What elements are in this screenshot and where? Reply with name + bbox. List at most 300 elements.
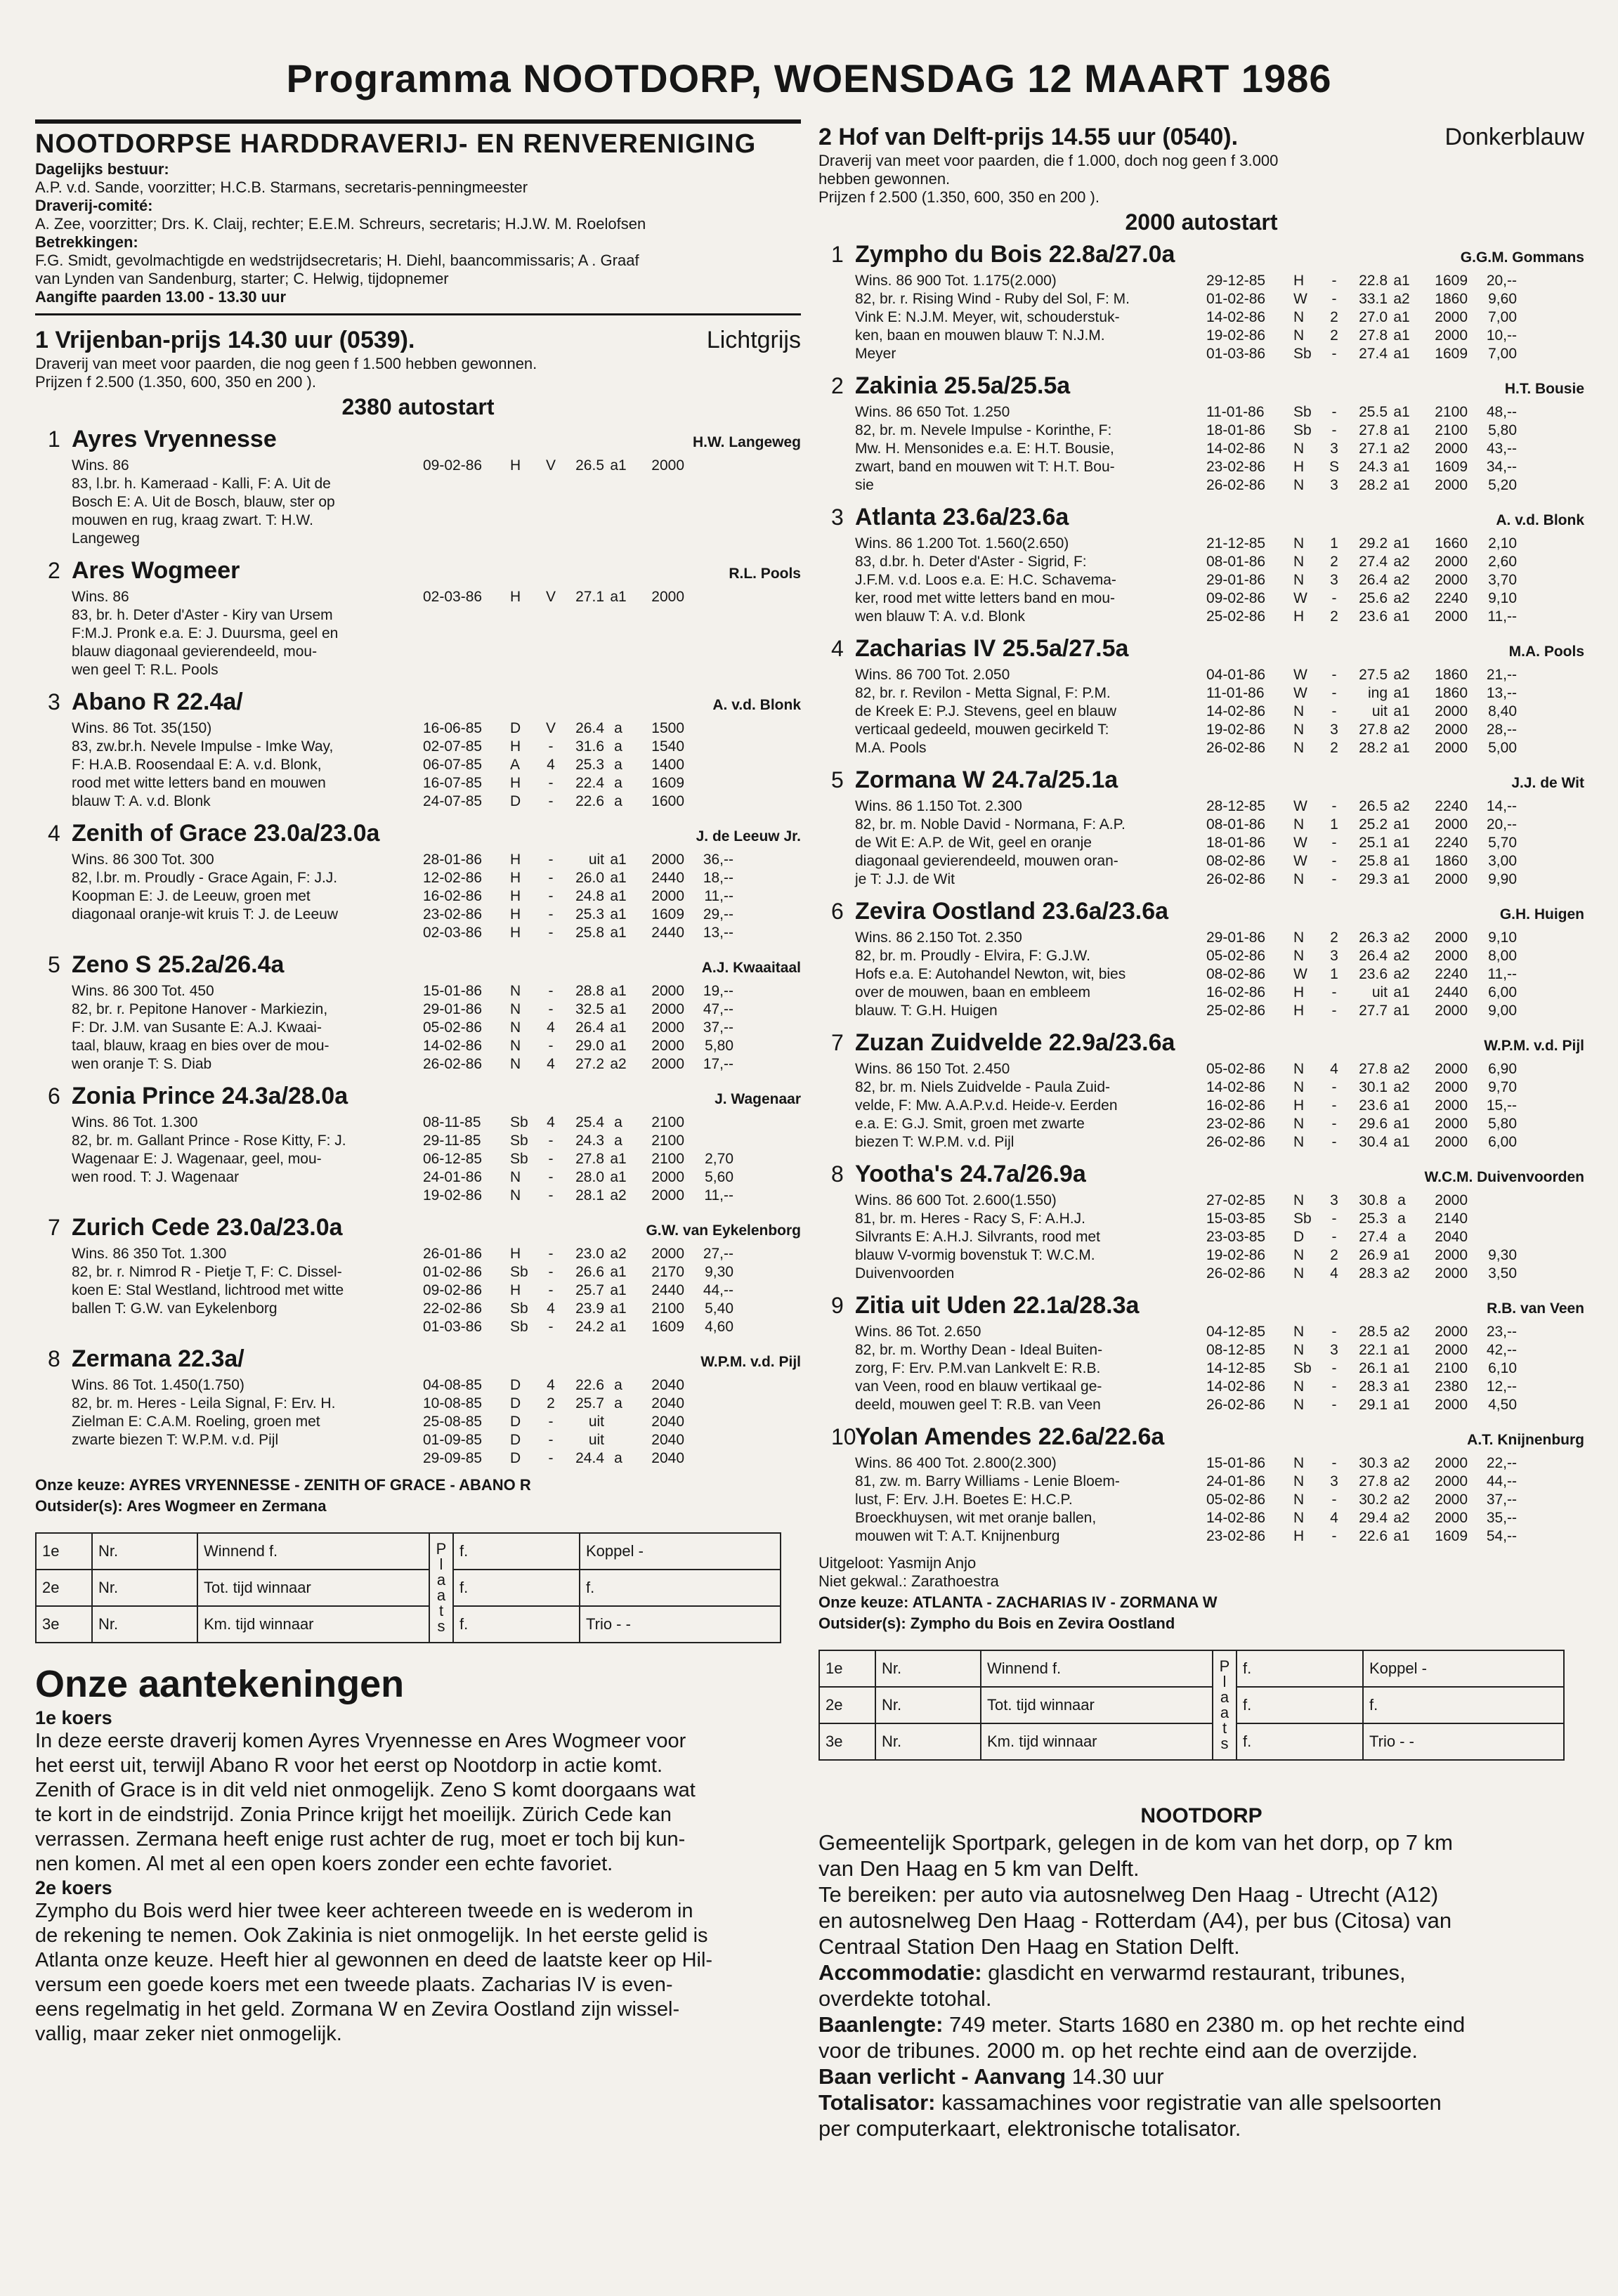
run-distance: 2000 xyxy=(1435,816,1468,833)
run-date: 09-02-86 xyxy=(423,457,483,474)
run-track: H xyxy=(1293,459,1305,475)
horse-header xyxy=(35,556,801,588)
horse-entry xyxy=(818,1160,1584,1283)
horse-entry xyxy=(818,503,1584,626)
run-time: 27.8 xyxy=(575,1151,604,1167)
run-track: W xyxy=(1293,685,1307,701)
run-place: V xyxy=(545,589,556,605)
horse-trainer: W.C.M. Duivenvoorden xyxy=(1424,1169,1584,1185)
track-info-line xyxy=(818,1855,1584,1881)
run-date: 23-02-86 xyxy=(423,906,483,922)
run-class: a2 xyxy=(1393,966,1410,982)
run-place: 2 xyxy=(1330,930,1338,946)
run-class: a xyxy=(614,793,622,809)
horse-description-line: blauw V-vormig bovenstuk T: W.C.M. xyxy=(855,1247,1095,1263)
run-time: 27.5 xyxy=(1359,667,1388,683)
run-date: 18-01-86 xyxy=(1206,422,1266,438)
horse-description-line: Wins. 86 400 Tot. 2.800(2.300) xyxy=(855,1455,1057,1471)
run-odds xyxy=(684,792,733,811)
horse-body xyxy=(818,403,1584,495)
result-nr: Nr. xyxy=(92,1606,197,1643)
run-place: 3 xyxy=(1330,572,1338,588)
notes-line: Zympho du Bois werd hier twee keer achtereen tweede en is wederom in xyxy=(35,1900,693,1922)
run-track: N xyxy=(1293,740,1305,756)
horse-entry xyxy=(818,1029,1584,1152)
run-distance: 2000 xyxy=(1435,740,1468,756)
run-distance: 2000 xyxy=(1435,554,1468,570)
run-time: 25.4 xyxy=(575,1114,604,1130)
horse-body xyxy=(35,588,801,679)
track-info-text: Centraal Station Den Haag en Station Delft. xyxy=(818,1934,1240,1959)
horse-entry xyxy=(35,688,801,811)
horse-header xyxy=(818,240,1584,272)
run-time: 25.2 xyxy=(1359,816,1388,833)
run-odds: 54,-- xyxy=(1486,1528,1517,1544)
result-row xyxy=(1206,947,1517,965)
result-row xyxy=(423,869,733,887)
result-row xyxy=(1206,870,1517,889)
result-row xyxy=(1206,721,1517,739)
horse-results xyxy=(1206,1454,1517,1546)
horse-name: Zevira Oostland 23.6a/23.6a xyxy=(855,898,1169,925)
run-class: a1 xyxy=(1393,1116,1410,1132)
race-1 xyxy=(35,325,801,1515)
result-extra: Trio - - xyxy=(1363,1723,1564,1760)
run-track: H xyxy=(510,925,521,941)
horse-trainer: W.P.M. v.d. Pijl xyxy=(1484,1038,1584,1054)
race-header xyxy=(818,122,1584,152)
horse-description-line: 82, br. m. Heres - Leila Signal, F: Erv. H. xyxy=(72,1395,336,1411)
run-track: N xyxy=(1293,554,1305,570)
run-track: H xyxy=(510,1282,521,1298)
result-f: f. xyxy=(1237,1723,1363,1760)
result-row xyxy=(423,1376,733,1395)
horse-results xyxy=(423,588,733,679)
horse-description-line: Wins. 86 650 Tot. 1.250 xyxy=(855,404,1010,420)
run-place: - xyxy=(1331,1397,1337,1413)
run-track: N xyxy=(1293,1324,1305,1340)
run-place: - xyxy=(1331,291,1337,307)
run-date: 05-02-86 xyxy=(1206,948,1266,964)
run-distance: 2040 xyxy=(651,1450,684,1466)
run-odds: 9,10 xyxy=(1488,590,1517,606)
association-line: Draverij-comité: xyxy=(35,197,153,214)
horse-name: Zympho du Bois 22.8a/27.0a xyxy=(855,241,1175,268)
horse-description-line: 82, br. m. Proudly - Elvira, F: G.J.W. xyxy=(855,948,1090,964)
run-time: 26.6 xyxy=(575,1264,604,1280)
result-place: 3e xyxy=(819,1723,875,1760)
run-odds: 35,-- xyxy=(1486,1510,1517,1526)
run-track: N xyxy=(1293,1455,1305,1471)
run-distance: 1609 xyxy=(1435,1528,1468,1544)
run-date: 06-07-85 xyxy=(423,757,483,773)
run-class: a xyxy=(614,720,622,736)
run-place: - xyxy=(1331,422,1337,438)
run-track: N xyxy=(510,1019,521,1036)
run-time: 27.1 xyxy=(575,589,604,605)
run-distance: 2040 xyxy=(651,1377,684,1393)
association-line: A. Zee, voorzitter; Drs. K. Claij, rechter; E.E.M. Schreurs, secretaris; H.J.W. M. Roelofsen xyxy=(35,215,646,233)
run-place: - xyxy=(1331,703,1337,719)
run-class: a2 xyxy=(1393,1492,1410,1508)
horse-description xyxy=(72,1376,423,1468)
result-f: f. xyxy=(453,1533,580,1570)
run-distance: 2000 xyxy=(1435,1003,1468,1019)
run-time: 28.2 xyxy=(1359,740,1388,756)
result-row xyxy=(423,1037,733,1055)
run-place: 2 xyxy=(1330,554,1338,570)
run-date: 14-02-86 xyxy=(1206,703,1266,719)
horse-results xyxy=(423,1376,733,1468)
run-class: a1 xyxy=(610,1264,627,1280)
run-class: a1 xyxy=(610,589,627,605)
run-distance: 2240 xyxy=(1435,590,1468,606)
run-time: 27.4 xyxy=(1359,1229,1388,1245)
run-track: D xyxy=(510,1414,521,1430)
run-time: 30.2 xyxy=(1359,1492,1388,1508)
run-odds: 3,00 xyxy=(1488,853,1517,869)
run-distance: 2000 xyxy=(651,1001,684,1017)
race-extra: Niet gekwal.: Zarathoestra xyxy=(818,1572,999,1590)
outsiders: Outsider(s): Ares Wogmeer en Zermana xyxy=(35,1497,327,1515)
horse-entry xyxy=(818,240,1584,363)
horse-description xyxy=(72,982,423,1074)
horse-description-line: Wins. 86 150 Tot. 2.450 xyxy=(855,1061,1010,1077)
run-time: 27.7 xyxy=(1359,1003,1388,1019)
horse-description-line: ken, baan en mouwen blauw T: N.J.M. xyxy=(855,327,1105,344)
run-odds: 11,-- xyxy=(1487,608,1517,625)
run-time: 25.6 xyxy=(1359,590,1388,606)
run-place: - xyxy=(1331,871,1337,887)
result-row xyxy=(423,792,733,811)
run-track: D xyxy=(510,1450,521,1466)
run-track: H xyxy=(1293,1003,1305,1019)
horse-number: 1 xyxy=(831,242,844,267)
run-track: Sb xyxy=(510,1151,528,1167)
run-track: N xyxy=(1293,930,1305,946)
run-date: 23-02-86 xyxy=(1206,459,1266,475)
run-class: a2 xyxy=(1393,1079,1410,1095)
run-odds: 17,-- xyxy=(703,1056,733,1072)
run-odds: 8,40 xyxy=(1488,703,1517,719)
run-time: 27.8 xyxy=(1359,327,1388,344)
race-distance: 2380 autostart xyxy=(341,394,495,419)
run-date: 26-02-86 xyxy=(423,1056,483,1072)
result-row xyxy=(423,1449,733,1468)
run-date: 24-01-86 xyxy=(1206,1473,1266,1489)
result-row xyxy=(1206,1246,1517,1265)
run-distance: 2000 xyxy=(1435,608,1468,625)
result-row xyxy=(1206,571,1517,589)
run-track: N xyxy=(1293,309,1305,325)
result-row xyxy=(423,756,733,774)
run-distance: 2000 xyxy=(651,457,684,474)
plaats-label: P l a a t s xyxy=(429,1533,453,1643)
horse-description-line: Wins. 86 Tot. 35(150) xyxy=(72,720,212,736)
run-time: 29.0 xyxy=(575,1038,604,1054)
run-date: 24-07-85 xyxy=(423,793,483,809)
run-odds: 6,10 xyxy=(1488,1360,1517,1376)
horse-description-line: Wins. 86 Tot. 1.450(1.750) xyxy=(72,1377,244,1393)
run-date: 26-02-86 xyxy=(1206,1397,1266,1413)
run-class: a1 xyxy=(1393,327,1410,344)
run-odds: 36,-- xyxy=(703,852,733,868)
horse-trainer: W.P.M. v.d. Pijl xyxy=(700,1354,801,1370)
run-class: a2 xyxy=(1393,572,1410,588)
run-time: 27.4 xyxy=(1359,346,1388,362)
horse-description-line: Wagenaar E: J. Wagenaar, geel, mou- xyxy=(72,1151,322,1167)
track-info-line xyxy=(818,2011,1584,2037)
horse-results xyxy=(1206,666,1517,757)
run-track: N xyxy=(1293,1192,1305,1208)
horse-description xyxy=(855,1454,1206,1546)
run-date: 29-12-85 xyxy=(1206,273,1266,289)
run-distance: 2000 xyxy=(1435,1134,1468,1150)
result-row xyxy=(423,1168,733,1187)
run-odds xyxy=(1468,1228,1517,1246)
horse-number: 4 xyxy=(831,636,844,661)
run-date: 04-08-85 xyxy=(423,1377,483,1393)
horse-body xyxy=(818,929,1584,1020)
run-date: 29-01-86 xyxy=(1206,572,1266,588)
horse-entry xyxy=(818,766,1584,889)
run-place: V xyxy=(545,457,556,474)
run-track: W xyxy=(1293,590,1307,606)
horse-name: Ayres Vryennesse xyxy=(72,426,277,452)
run-odds: 9,90 xyxy=(1488,871,1517,887)
run-class: a xyxy=(614,757,622,773)
association-line: F.G. Smidt, gevolmachtigde en wedstrijdsecretaris; H. Diehl, baancommissaris; A . Graaf xyxy=(35,252,639,269)
result-row xyxy=(1206,1359,1517,1378)
track-info-text: overdekte totohal. xyxy=(818,1986,992,2011)
run-date: 14-02-86 xyxy=(423,1038,483,1054)
run-date: 05-02-86 xyxy=(1206,1492,1266,1508)
run-place: - xyxy=(548,888,554,904)
run-class: a2 xyxy=(1393,554,1410,570)
run-time: 24.4 xyxy=(575,1450,604,1466)
horse-description-line: taal, blauw, kraag en bies over de mou- xyxy=(72,1038,330,1054)
result-extra: f. xyxy=(1363,1687,1564,1723)
result-row xyxy=(423,1187,733,1205)
run-date: 26-02-86 xyxy=(1206,1134,1266,1150)
horse-description-line: zwarte biezen T: W.P.M. v.d. Pijl xyxy=(72,1432,279,1448)
run-date: 16-06-85 xyxy=(423,720,483,736)
run-place: - xyxy=(1331,1134,1337,1150)
our-choice: Onze keuze: ATLANTA - ZACHARIAS IV - ZORMANA W xyxy=(818,1593,1218,1611)
right-column xyxy=(818,119,1584,2141)
horse-description-line: blauw. T: G.H. Huigen xyxy=(855,1003,998,1019)
run-distance: 2000 xyxy=(1435,1455,1468,1471)
track-info-text: glasdicht en verwarmd restaurant, tribunes, xyxy=(981,1960,1406,1985)
result-row xyxy=(423,1395,733,1413)
horse-description-line: sie xyxy=(855,477,874,493)
track-info-line xyxy=(818,2115,1584,2141)
result-row xyxy=(1206,984,1517,1002)
run-odds xyxy=(684,774,733,792)
run-place: - xyxy=(1331,835,1337,851)
run-date: 19-02-86 xyxy=(423,1187,483,1204)
horse-description xyxy=(855,1192,1206,1283)
run-place: - xyxy=(548,1432,554,1448)
run-date: 08-12-85 xyxy=(1206,1342,1266,1358)
run-odds xyxy=(684,1114,733,1132)
track-info-line xyxy=(818,1933,1584,1959)
horse-name: Abano R 22.4a/ xyxy=(72,689,243,715)
track-info-text: 14.30 uur xyxy=(1066,2064,1164,2089)
run-date: 16-02-86 xyxy=(423,888,483,904)
run-place: - xyxy=(1331,853,1337,869)
horse-name: Zitia uit Uden 22.1a/28.3a xyxy=(855,1292,1140,1319)
horse-name: Ares Wogmeer xyxy=(72,557,240,584)
race-title: 1 Vrijenban-prijs 14.30 uur (0539). xyxy=(35,327,415,353)
race-2 xyxy=(818,122,1584,1633)
run-track: H xyxy=(510,775,521,791)
run-time: 24.8 xyxy=(575,888,604,904)
run-time: 26.4 xyxy=(1359,948,1388,964)
horse-description-line: mouwen wit T: A.T. Knijnenburg xyxy=(855,1528,1060,1544)
run-odds: 21,-- xyxy=(1486,667,1517,683)
run-time: 27.0 xyxy=(1359,309,1388,325)
race-description: Draverij van meet voor paarden, die f 1.000, doch nog geen f 3.000 xyxy=(818,152,1279,169)
run-distance: 2040 xyxy=(1435,1229,1468,1245)
horse-header xyxy=(818,1029,1584,1060)
page-title: Programma NOOTDORP, WOENSDAG 12 MAART 1986 xyxy=(286,56,1332,100)
run-odds: 20,-- xyxy=(1486,273,1517,289)
run-class: a1 xyxy=(1393,816,1410,833)
run-odds: 9,70 xyxy=(1488,1079,1517,1095)
result-row xyxy=(1206,1078,1517,1097)
association-line: Dagelijks bestuur: xyxy=(35,160,169,178)
run-odds: 5,80 xyxy=(1488,1116,1517,1132)
result-row xyxy=(423,1132,733,1150)
run-date: 29-01-86 xyxy=(1206,930,1266,946)
horse-number: 7 xyxy=(48,1215,60,1240)
run-odds: 44,-- xyxy=(703,1282,733,1298)
run-odds xyxy=(684,1449,733,1468)
result-row xyxy=(1206,272,1517,290)
run-class: a2 xyxy=(1393,441,1410,457)
run-class: a1 xyxy=(610,1300,627,1317)
run-odds: 5,20 xyxy=(1488,477,1517,493)
run-place: 3 xyxy=(1330,1192,1338,1208)
notes-line: versum een goede koers met een tweede plaats. Zacharias IV is even- xyxy=(35,1974,673,1996)
run-place: - xyxy=(548,738,554,755)
track-info-line xyxy=(818,2089,1584,2115)
result-row xyxy=(819,1650,1564,1687)
run-time: 25.3 xyxy=(1359,1211,1388,1227)
horse-entry xyxy=(818,1291,1584,1414)
run-date: 14-02-86 xyxy=(1206,1079,1266,1095)
run-date: 29-11-85 xyxy=(423,1133,481,1149)
notes-line: Zenith of Grace is in dit veld niet onmogelijk. Zeno S komt doorgaans wat xyxy=(35,1779,696,1801)
horse-body xyxy=(35,982,801,1074)
horse-description xyxy=(855,666,1206,757)
run-class: a1 xyxy=(1393,871,1410,887)
horse-name: Zermana 22.3a/ xyxy=(72,1345,244,1372)
track-info-line xyxy=(818,1985,1584,2011)
run-track: H xyxy=(510,589,521,605)
horse-trainer: J. Wagenaar xyxy=(715,1091,801,1107)
race-description: Prijzen f 2.500 (1.350, 600, 350 en 200 ). xyxy=(818,188,1100,206)
run-date: 15-01-86 xyxy=(1206,1455,1266,1471)
run-distance: 1540 xyxy=(651,738,684,755)
horse-body xyxy=(818,1060,1584,1152)
run-track: H xyxy=(510,852,521,868)
run-odds: 9,10 xyxy=(1488,930,1517,946)
run-class: a1 xyxy=(1393,273,1410,289)
result-row xyxy=(1206,703,1517,721)
result-table xyxy=(35,1532,781,1643)
run-class: a2 xyxy=(610,1246,627,1262)
run-time: 25.1 xyxy=(1359,835,1388,851)
run-time: 25.3 xyxy=(575,906,604,922)
run-time: 28.5 xyxy=(1359,1324,1388,1340)
run-time: 22.6 xyxy=(575,1377,604,1393)
horse-results xyxy=(423,982,733,1074)
result-label: Km. tijd winnaar xyxy=(981,1723,1213,1760)
track-info xyxy=(818,1829,1584,2141)
horse-description-line: deeld, mouwen geel T: R.B. van Veen xyxy=(855,1397,1101,1413)
run-date: 06-12-85 xyxy=(423,1151,483,1167)
track-info-label: Totalisator: xyxy=(818,2090,936,2115)
run-class: a1 xyxy=(1393,1342,1410,1358)
run-distance: 2000 xyxy=(1435,948,1468,964)
horse-body xyxy=(35,719,801,811)
track-info-text: van Den Haag en 5 km van Delft. xyxy=(818,1856,1140,1881)
run-track: H xyxy=(510,870,521,886)
run-distance: 1609 xyxy=(1435,459,1468,475)
run-odds: 28,-- xyxy=(1486,722,1517,738)
run-class: a1 xyxy=(1393,703,1410,719)
run-distance: 2140 xyxy=(1435,1211,1468,1227)
horse-number: 2 xyxy=(48,558,60,583)
run-distance: 2000 xyxy=(1435,1397,1468,1413)
result-row xyxy=(1206,1473,1517,1491)
result-row xyxy=(1206,1265,1517,1283)
run-time: 24.3 xyxy=(575,1133,604,1149)
run-time: 23.9 xyxy=(575,1300,604,1317)
run-track: A xyxy=(510,757,521,773)
run-place: - xyxy=(548,983,554,999)
notes-line: verrassen. Zermana heeft enige rust achter de rug, moet er toch bij kun- xyxy=(35,1828,686,1851)
run-odds: 11,-- xyxy=(1487,966,1517,982)
result-row xyxy=(1206,553,1517,571)
race-description: hebben gewonnen. xyxy=(818,170,951,188)
divider xyxy=(35,313,801,315)
result-row xyxy=(1206,1454,1517,1473)
horse-entry xyxy=(35,1345,801,1468)
track-info-text: Te bereiken: per auto via autosnelweg Den Haag - Utrecht (A12) xyxy=(818,1882,1439,1907)
horse-description-line: Wins. 86 700 Tot. 2.050 xyxy=(855,667,1010,683)
horse-description-line: diagonaal oranje-wit kruis T: J. de Leeuw xyxy=(72,906,338,922)
horse-trainer: M.A. Pools xyxy=(1508,644,1584,660)
horse-entry xyxy=(35,556,801,679)
association-info xyxy=(35,160,801,306)
run-class: a1 xyxy=(1393,1397,1410,1413)
run-class: a1 xyxy=(1393,1528,1410,1544)
run-place: V xyxy=(545,720,556,736)
horse-name: Yolan Amendes 22.6a/22.6a xyxy=(855,1423,1165,1450)
run-date: 26-02-86 xyxy=(1206,477,1266,493)
horse-description xyxy=(855,403,1206,495)
horse-header xyxy=(35,425,801,457)
result-row xyxy=(36,1606,781,1643)
horse-description-line: zorg, F: Erv. P.M.van Lankvelt E: R.B. xyxy=(855,1360,1101,1376)
run-place: 2 xyxy=(1330,309,1338,325)
run-place: 4 xyxy=(547,1056,555,1072)
run-time: 27.4 xyxy=(1359,554,1388,570)
run-place: 2 xyxy=(1330,1247,1338,1263)
